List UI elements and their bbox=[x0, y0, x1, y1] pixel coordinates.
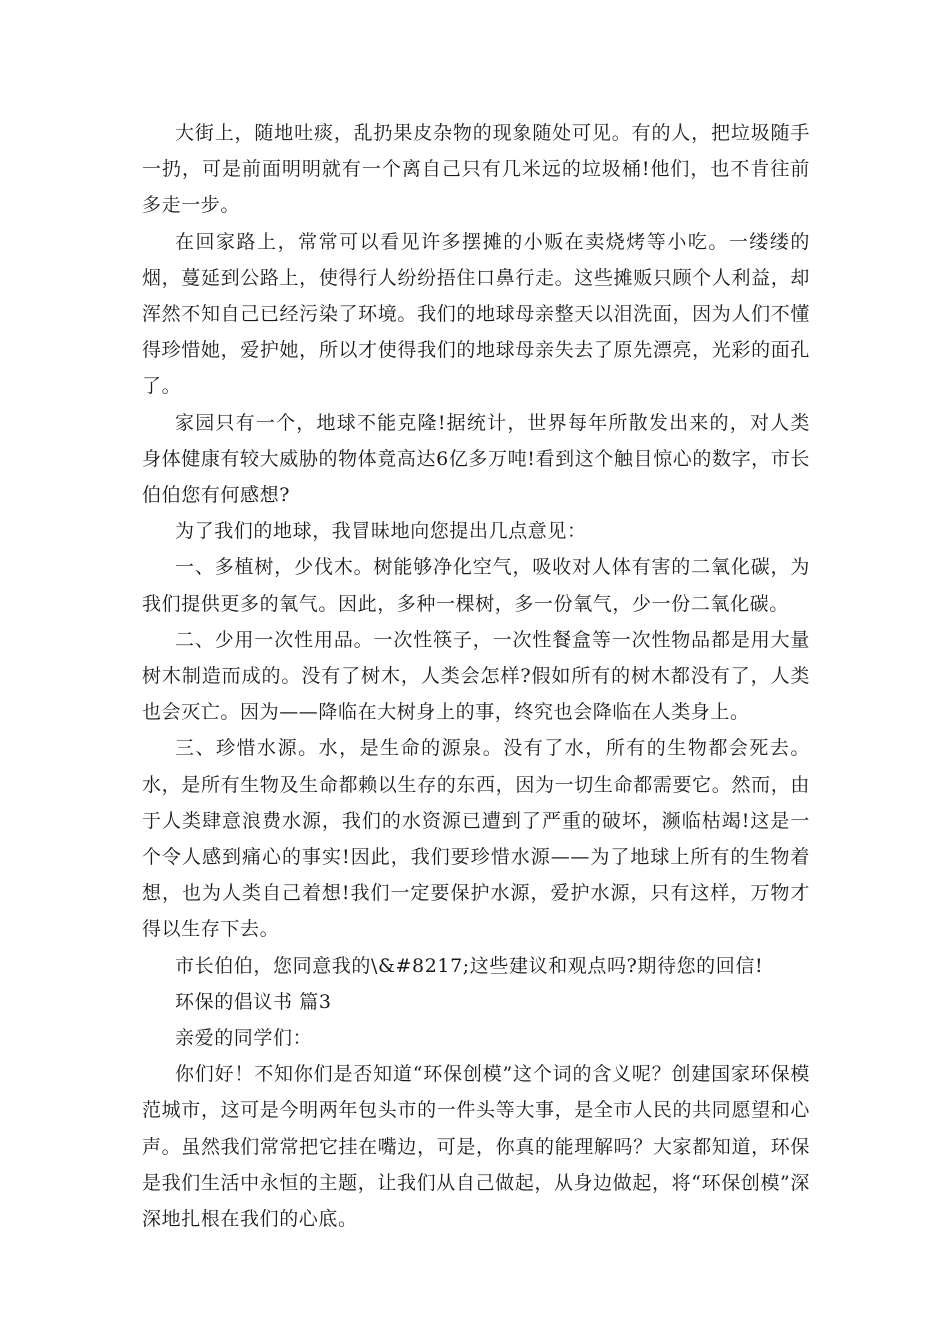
paragraph-street-litter: 大街上，随地吐痰，乱扔果皮杂物的现象随处可见。有的人，把垃圾随手一扔，可是前面明明就有一个离自己只有几米远的垃圾桶!他们，也不肯往前多走一步。 bbox=[142, 122, 810, 217]
paragraph-greeting: 你们好！不知你们是否知道“环保创模”这个词的含义呢？创建国家环保模范城市，这可是今明两年包头市的一件头等大事，是全市人民的共同愿望和心声。虽然我们常常把它挂在嘴边，可是，你真的能理解吗？大家都知道，环保是我们生活中永恒的主题，让我们从自己做起，从身边做起，将“环保创模”深深地扎根在我们的心底。 bbox=[142, 1063, 810, 1231]
paragraph-street-vendors: 在回家路上，常常可以看见许多摆摊的小贩在卖烧烤等小吃。一缕缕的烟，蔓延到公路上，使得行人纷纷捂住口鼻行走。这些摊贩只顾个人利益，却浑然不知自己已经污染了环境。我们的地球母亲整天以泪洗面，因为人们不懂得珍惜她，爱护她，所以才使得我们的地球母亲失去了原先漂亮，光彩的面孔了。 bbox=[142, 230, 810, 398]
paragraph-closing: 市长伯伯，您同意我的\&#8217;这些建议和观点吗?期待您的回信! bbox=[175, 954, 764, 977]
paragraph-suggestion-disposables: 二、少用一次性用品。一次性筷子，一次性餐盒等一次性物品都是用大量树木制造而成的。没有了树木，人类会怎样?假如所有的树木都没有了，人类也会灭亡。因为——降临在大树身上的事，终究也会降临在人类身上。 bbox=[142, 628, 810, 724]
paragraph-one-home: 家园只有一个，地球不能克隆!据统计，世界每年所散发出来的，对人类身体健康有较大威胁的物体竟高达6亿多万吨!看到这个触目惊心的数字，市长伯伯您有何感想? bbox=[142, 411, 810, 507]
paragraph-suggestion-water: 三、珍惜水源。水，是生命的源泉。没有了水，所有的生物都会死去。水，是所有生物及生命都赖以生存的东西，因为一切生命都需要它。然而，由于人类肆意浪费水源，我们的水资源已遭到了严重的破坏，濒临枯竭!这是一个令人感到痛心的事实!因此，我们要珍惜水源——为了地球上所有的生物着想，也为人类自己着想!我们一定要保护水源，爱护水源，只有这样，万物才得以生存下去。 bbox=[142, 737, 810, 941]
document-body bbox=[142, 115, 810, 1237]
paragraph-suggestion-trees: 一、多植树，少伐木。树能够净化空气，吸收对人体有害的二氧化碳，为我们提供更多的氧气。因此，多种一棵树，多一份氧气，少一份二氧化碳。 bbox=[142, 556, 810, 615]
section-heading: 环保的倡议书 篇3 bbox=[175, 990, 332, 1013]
salutation: 亲爱的同学们： bbox=[175, 1027, 313, 1050]
paragraph-suggestions-intro: 为了我们的地球，我冒昧地向您提出几点意见： bbox=[175, 520, 587, 543]
